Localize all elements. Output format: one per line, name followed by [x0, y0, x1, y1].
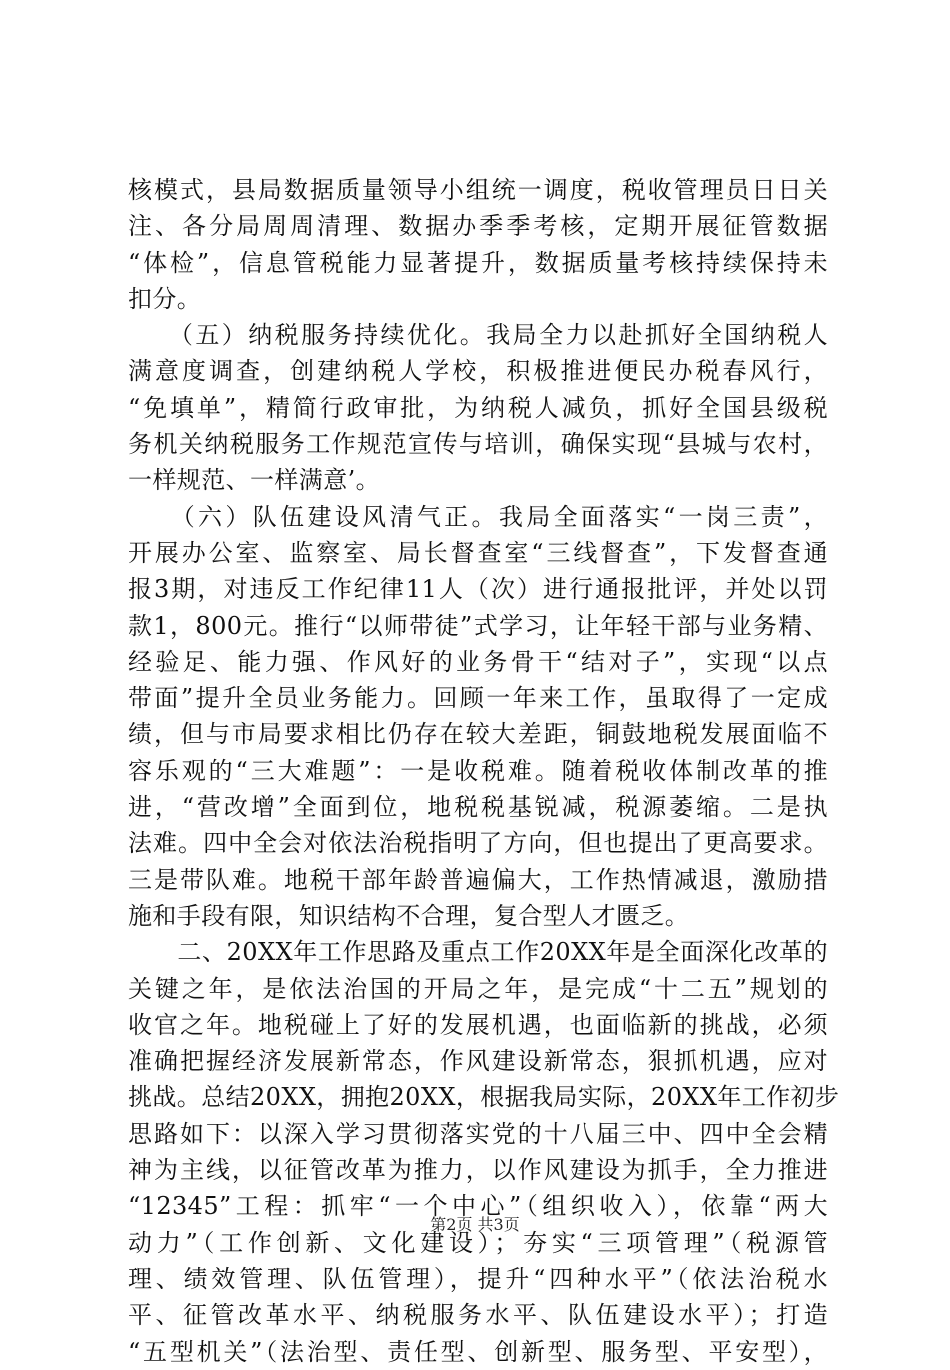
text-line: 满意度调查，创建纳税人学校，积极推进便民办税春风行，	[128, 357, 828, 386]
text-line: 思路如下：以深入学习贯彻落实党的十八届三中、四中全会精	[128, 1119, 828, 1148]
text-line: 理、绩效管理、队伍管理），提升“四种水平”（依法治税水	[128, 1264, 828, 1293]
text-line: （五）纳税服务持续优化。我局全力以赴抓好全国纳税人	[128, 321, 828, 350]
page-footer: 第2页 共3页	[430, 1215, 520, 1234]
text-line: 核模式，县局数据质量领导小组统一调度，税收管理员日日关	[128, 176, 828, 204]
text-line: 一样规范、一样满意’。	[128, 466, 381, 495]
text-line: 三是带队难。地税干部年龄普遍偏大，工作热情减退，激励措	[128, 865, 828, 894]
text-line: 二、20XX年工作思路及重点工作20XX年是全面深化改革的	[128, 938, 828, 967]
text-line: 动力”（工作创新、文化建设）；夯实“三项管理”（税源管	[128, 1228, 828, 1257]
text-line: 容乐观的“三大难题”：一是收税难。随着税收体制改革的推	[128, 756, 828, 785]
text-line: “免填单”，精简行政审批，为纳税人减负，抓好全国县级税	[128, 393, 828, 422]
text-line: 平、征管改革水平、纳税服务水平、队伍建设水平）；打造	[128, 1301, 828, 1330]
text-line: 注、各分局周周清理、数据办季季考核，定期开展征管数据	[128, 212, 828, 241]
text-line: 准确把握经济发展新常态，作风建设新常态，狠抓机遇，应对	[128, 1047, 828, 1076]
text-line: 报3期，对违反工作纪律11人（次）进行通报批评，并处以罚	[128, 575, 828, 604]
text-line: 务机关纳税服务工作规范宣传与培训，确保实现“县城与农村，	[128, 430, 828, 459]
text-line: 挑战。总结20XX，拥抱20XX，根据我局实际，20XX年工作初步	[128, 1083, 840, 1112]
text-line: 绩，但与市局要求相比仍存在较大差距，铜鼓地税发展面临不	[128, 720, 828, 749]
text-line: “12345”工程：抓牢“一个中心”（组织收入），依靠“两大	[128, 1192, 828, 1221]
document-body	[128, 172, 840, 1370]
text-line: 款1，800元。推行“以师带徒”式学习，让年轻干部与业务精、	[128, 611, 828, 640]
text-line: 收官之年。地税碰上了好的发展机遇，也面临新的挑战，必须	[128, 1010, 828, 1039]
text-line: 经验足、能力强、作风好的业务骨干“结对子”，实现“以点	[128, 647, 828, 676]
text-line: 带面”提升全员业务能力。回顾一年来工作，虽取得了一定成	[128, 684, 828, 713]
text-line: 法难。四中全会对依法治税指明了方向，但也提出了更高要求。	[128, 829, 828, 858]
text-line: 扣分。	[128, 284, 202, 313]
text-line: 神为主线，以征管改革为推力，以作风建设为抓手，全力推进	[128, 1156, 828, 1185]
text-line: “体检”，信息管税能力显著提升，数据质量考核持续保持未	[128, 248, 828, 277]
text-line: 关键之年，是依法治国的开局之年，是完成“十二五”规划的	[128, 974, 828, 1003]
text-line: 施和手段有限，知识结构不合理，复合型人才匮乏。	[128, 901, 690, 930]
text-line: （六）队伍建设风清气正。我局全面落实“一岗三责”，	[128, 502, 828, 531]
text-line: 开展办公室、监察室、局长督查室“三线督查”，下发督查通	[128, 538, 828, 567]
text-line: 进，“营改增”全面到位，地税税基锐减，税源萎缩。二是执	[128, 793, 828, 822]
text-line: “五型机关”（法治型、责任型、创新型、服务型、平安型），	[128, 1337, 828, 1366]
